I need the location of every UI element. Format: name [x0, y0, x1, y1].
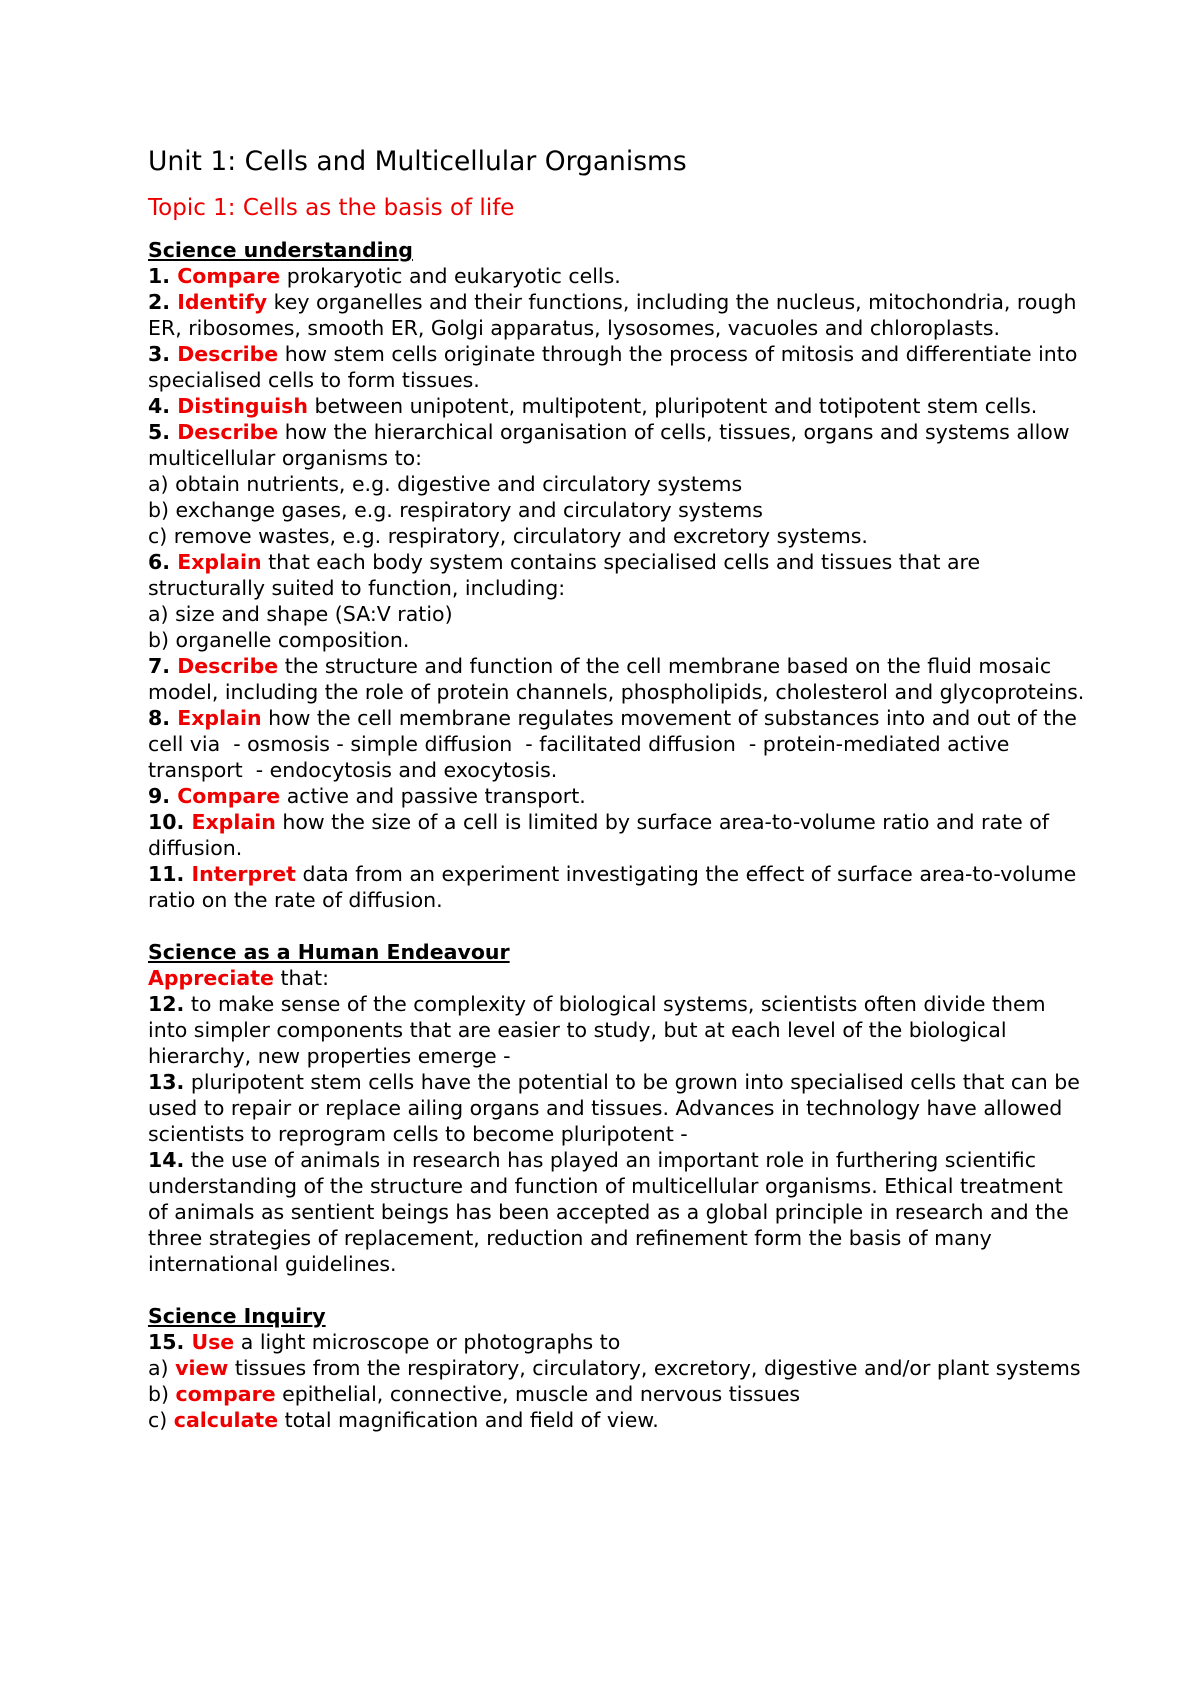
outcome-line — [148, 601, 1088, 627]
outcome-line — [148, 991, 1088, 1069]
command-term: Use — [191, 1330, 235, 1354]
item-text: a light microscope or photographs to — [234, 1330, 621, 1354]
sub-item-prefix: b) — [148, 1382, 176, 1406]
outcome-line — [148, 1147, 1088, 1277]
section — [148, 939, 1088, 1277]
command-term: Explain — [191, 810, 276, 834]
item-text: how the cell membrane regulates movement of substances into and out of the cell via - osmosis - simple diffusion - facilitated diffusion - protein-mediated active transport - endocytosis and exocytosis. — [148, 706, 1084, 782]
outcome-line — [148, 627, 1088, 653]
item-text: the use of animals in research has played an important role in furthering scientific understanding of the structure and function of multicellular organisms. Ethical treatment of animals as sentient beings has been accepted as a global principle in research and the three strategies of replacement, reduction and refinement form the basis of many international guidelines. — [148, 1148, 1076, 1276]
section — [148, 237, 1088, 913]
command-term: Describe — [177, 654, 279, 678]
item-text: how the size of a cell is limited by surface area-to-volume ratio and rate of diffusion. — [148, 810, 1056, 860]
outcome-line — [148, 1329, 1088, 1355]
outcome-line — [148, 809, 1088, 861]
section-spacer — [148, 913, 1088, 939]
topic-heading: Topic 1: Cells as the basis of life — [148, 195, 515, 221]
item-text: between unipotent, multipotent, pluripotent and totipotent stem cells. — [307, 394, 1038, 418]
outcome-line — [148, 1355, 1088, 1381]
command-term: Describe — [177, 420, 279, 444]
outcome-line — [148, 523, 1088, 549]
outcome-line — [148, 341, 1088, 393]
outcome-line — [148, 1381, 1088, 1407]
outcome-line — [148, 1069, 1088, 1147]
item-text: data from an experiment investigating the effect of surface area-to-volume ratio on the rate of diffusion. — [148, 862, 1083, 912]
item-text: the structure and function of the cell membrane based on the fluid mosaic model, including the role of protein channels, phospholipids, cholesterol and glycoproteins. — [148, 654, 1085, 704]
command-term: Identify — [177, 290, 268, 314]
item-number: 1. — [148, 264, 178, 288]
outcome-line — [148, 861, 1088, 913]
command-term: Appreciate — [148, 966, 274, 990]
outcome-line — [148, 653, 1088, 705]
item-number: 9. — [148, 784, 178, 808]
item-number: 6. — [148, 550, 178, 574]
item-number: 5. — [148, 420, 178, 444]
item-text: that each body system contains specialised cells and tissues that are structurally suited to function, including: — [148, 550, 987, 600]
section-heading: Science understanding — [148, 238, 413, 262]
command-term: Explain — [177, 706, 262, 730]
document-page — [148, 145, 1088, 1433]
section-heading: Science Inquiry — [148, 1304, 326, 1328]
outcome-line — [148, 497, 1088, 523]
command-term: Compare — [177, 264, 281, 288]
command-term: compare — [175, 1382, 276, 1406]
outcome-line — [148, 549, 1088, 601]
item-text: active and passive transport. — [280, 784, 586, 808]
item-text: that: — [273, 966, 330, 990]
outcome-line — [148, 1407, 1088, 1433]
item-text: how the hierarchical organisation of cells, tissues, organs and systems allow multicellular organisms to: — [148, 420, 1077, 470]
outcome-line — [148, 263, 1088, 289]
command-term: view — [175, 1356, 229, 1380]
outcome-line — [148, 705, 1088, 783]
sub-item-prefix: a) — [148, 1356, 176, 1380]
item-number: 15. — [148, 1330, 192, 1354]
item-number: 3. — [148, 342, 178, 366]
command-term: Distinguish — [177, 394, 308, 418]
item-text: a) size and shape (SA:V ratio) — [148, 602, 453, 626]
item-number: 14. — [148, 1148, 185, 1172]
section — [148, 1303, 1088, 1433]
command-term: Compare — [177, 784, 281, 808]
command-term: Interpret — [191, 862, 296, 886]
item-number: 2. — [148, 290, 178, 314]
item-number: 10. — [148, 810, 192, 834]
item-text: prokaryotic and eukaryotic cells. — [280, 264, 621, 288]
item-text: to make sense of the complexity of biological systems, scientists often divide them into simpler components that are easier to study, but at each level of the biological hierarchy, new properties emerge - — [148, 992, 1053, 1068]
unit-title: Unit 1: Cells and Multicellular Organisms — [148, 146, 687, 177]
command-term: Explain — [177, 550, 262, 574]
item-number: 8. — [148, 706, 178, 730]
item-text: a) obtain nutrients, e.g. digestive and circulatory systems — [148, 472, 743, 496]
item-text: total magnification and field of view. — [278, 1408, 659, 1432]
item-text: epithelial, connective, muscle and nervous tissues — [275, 1382, 801, 1406]
command-term: Describe — [177, 342, 279, 366]
outcome-line — [148, 289, 1088, 341]
item-text: c) remove wastes, e.g. respiratory, circulatory and excretory systems. — [148, 524, 868, 548]
outcome-line — [148, 965, 1088, 991]
item-text: tissues from the respiratory, circulatory, excretory, digestive and/or plant systems — [228, 1356, 1081, 1380]
item-text: key organelles and their functions, including the nucleus, mitochondria, rough ER, ribosomes, smooth ER, Golgi apparatus, lysosomes, vacuoles and chloroplasts. — [148, 290, 1083, 340]
outcome-line — [148, 419, 1088, 471]
item-text: how stem cells originate through the process of mitosis and differentiate into specialised cells to form tissues. — [148, 342, 1084, 392]
outcome-line — [148, 471, 1088, 497]
item-number: 4. — [148, 394, 178, 418]
section-heading: Science as a Human Endeavour — [148, 940, 510, 964]
item-number: 12. — [148, 992, 185, 1016]
outcome-line — [148, 783, 1088, 809]
command-term: calculate — [173, 1408, 279, 1432]
sub-item-prefix: c) — [148, 1408, 174, 1432]
sections-container — [148, 237, 1088, 1433]
outcome-line — [148, 393, 1088, 419]
item-text: pluripotent stem cells have the potential to be grown into specialised cells that can be used to repair or replace ailing organs and tissues. Advances in technology have allowed scientists to reprogram cells to become pluripotent - — [148, 1070, 1087, 1146]
item-text: b) organelle composition. — [148, 628, 410, 652]
item-number: 13. — [148, 1070, 185, 1094]
item-number: 7. — [148, 654, 178, 678]
section-spacer — [148, 1277, 1088, 1303]
item-number: 11. — [148, 862, 192, 886]
item-text: b) exchange gases, e.g. respiratory and circulatory systems — [148, 498, 763, 522]
